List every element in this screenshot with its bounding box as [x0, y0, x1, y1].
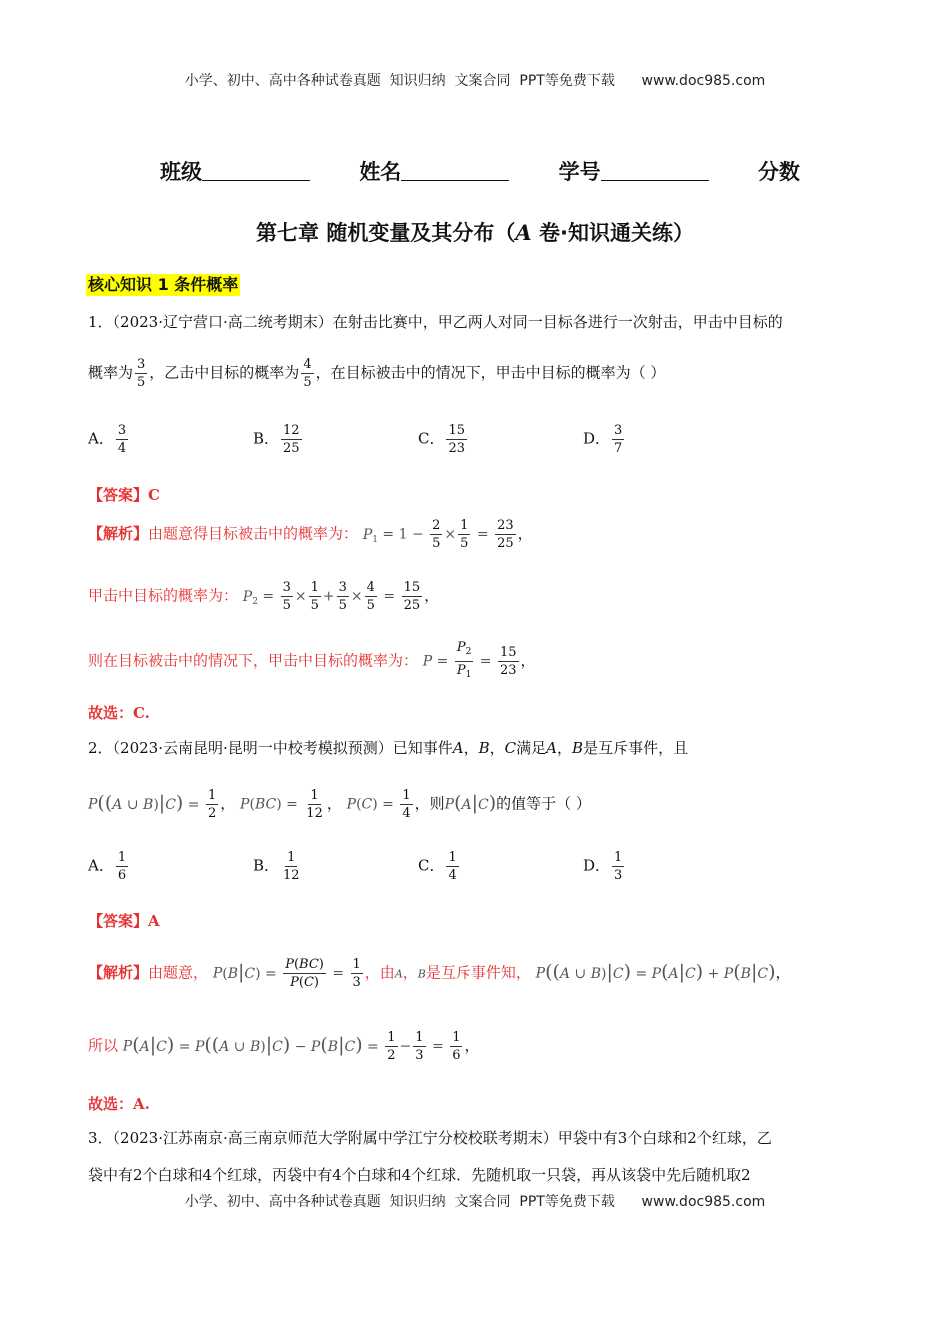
- q1-stem-line2: 概率为 $\frac{3}{5}$ ，乙击中目标的概率为 $\frac{4}{5}$ ，在目标被击中的情况下，甲击中目标的概率为（ ）: [88, 357, 666, 390]
- q3-stem-line2: 袋中有2个白球和4个红球，丙袋中有4个白球和4个红球．先随机取一只袋，再从该袋中先后随机取2: [88, 1166, 751, 1184]
- q2-solution-line1: 【解析】由题意， P(B|C) = $\frac{P(BC)}{P(C)}$ = $\frac{1}{3}$ ，由A，B是互斥事件知， P((A ∪ B)|C) = P(A|C) + P(B|C)，: [88, 957, 791, 990]
- q2-answer: 【答案】A: [88, 912, 160, 930]
- page-footer: 小学、初中、高中各种试卷真题 知识归纳 文案合同 PPT等免费下载 www.doc985.com: [184, 1194, 766, 1210]
- q2-final: 故选：A.: [88, 1095, 150, 1113]
- q1-final: 故选：C.: [88, 704, 150, 722]
- id-field[interactable]: [601, 160, 709, 181]
- q2-solution-line2: 所以 P(A|C) = P((A ∪ B)|C) − P(B|C) = $\frac{1}{2}$ − $\frac{1}{3}$ = $\frac{1}{6}$ ，: [88, 1030, 480, 1063]
- score-label: 分数: [757, 160, 800, 184]
- q2-option-b[interactable]: B． $\frac{1}{12}$: [253, 850, 300, 883]
- fraction: $\frac{3}{5}$: [137, 357, 146, 390]
- q1-stem-line1: 1．（2023·辽宁营口·高二统考期末）在射击比赛中，甲乙两人对同一目标各进行一次射击，甲击中目标的: [88, 313, 783, 331]
- q1-solution-line1: 【解析】由题意得目标被击中的概率为： $P_1 = 1$ − $\frac{2}{5}$ × $\frac{1}{5}$ = $\frac{23}{25}$ ，: [88, 518, 533, 551]
- q2-option-d[interactable]: D． $\frac{1}{3}$: [583, 850, 623, 883]
- name-label: 姓名: [359, 160, 402, 184]
- id-label: 学号: [558, 160, 601, 184]
- q1-answer: 【答案】C: [88, 486, 160, 504]
- page-header: 小学、初中、高中各种试卷真题 知识归纳 文案合同 PPT等免费下载 www.doc985.com: [184, 73, 766, 89]
- q1-option-a[interactable]: A． $\frac{3}{4}$: [88, 423, 127, 456]
- q1-solution-line3: 则在目标被击中的情况下，甲击中目标的概率为： P = $\frac{P_2}{P_1}$ = $\frac{15}{23}$ ，: [88, 640, 536, 680]
- q1-option-b[interactable]: B． $\frac{12}{25}$: [253, 423, 300, 456]
- class-label: 班级: [160, 160, 202, 184]
- name-field[interactable]: [401, 160, 509, 181]
- q2-stem-line1: 2．（2023·云南昆明·昆明一中校考模拟预测）已知事件A，B，C满足A，B是互斥事件，且: [88, 739, 689, 757]
- page-title: 第七章 随机变量及其分布（A 卷·知识通关练）: [256, 220, 694, 245]
- q1-solution-line2: 甲击中目标的概率为： $P_2$ = $\frac{3}{5}$ × $\frac{1}{5}$ + $\frac{3}{5}$ × $\frac{4}{5}$ = $\frac{15}{25}$ ，: [88, 580, 440, 613]
- q2-stem-line2: P((A ∪ B)|C) = $\frac{1}{2}$ ， P(BC) = $\frac{1}{12}$ ， P(C) = $\frac{1}{4}$ ，则P(A|C)的值等于（ ）: [88, 788, 591, 821]
- class-field[interactable]: [202, 160, 310, 181]
- q2-option-c[interactable]: C． $\frac{1}{4}$: [418, 850, 457, 883]
- student-info-row: [160, 156, 800, 186]
- fraction: $\frac{4}{5}$: [303, 357, 312, 390]
- q1-option-d[interactable]: D． $\frac{3}{7}$: [583, 423, 623, 456]
- q3-stem-line1: 3．（2023·江苏南京·高三南京师范大学附属中学江宁分校校联考期末）甲袋中有3个白球和2个红球，乙: [88, 1129, 772, 1147]
- q1-option-c[interactable]: C． $\frac{15}{23}$: [418, 423, 466, 456]
- q2-option-a[interactable]: A． $\frac{1}{6}$: [88, 850, 127, 883]
- section-heading: 核心知识 1 条件概率: [88, 275, 239, 294]
